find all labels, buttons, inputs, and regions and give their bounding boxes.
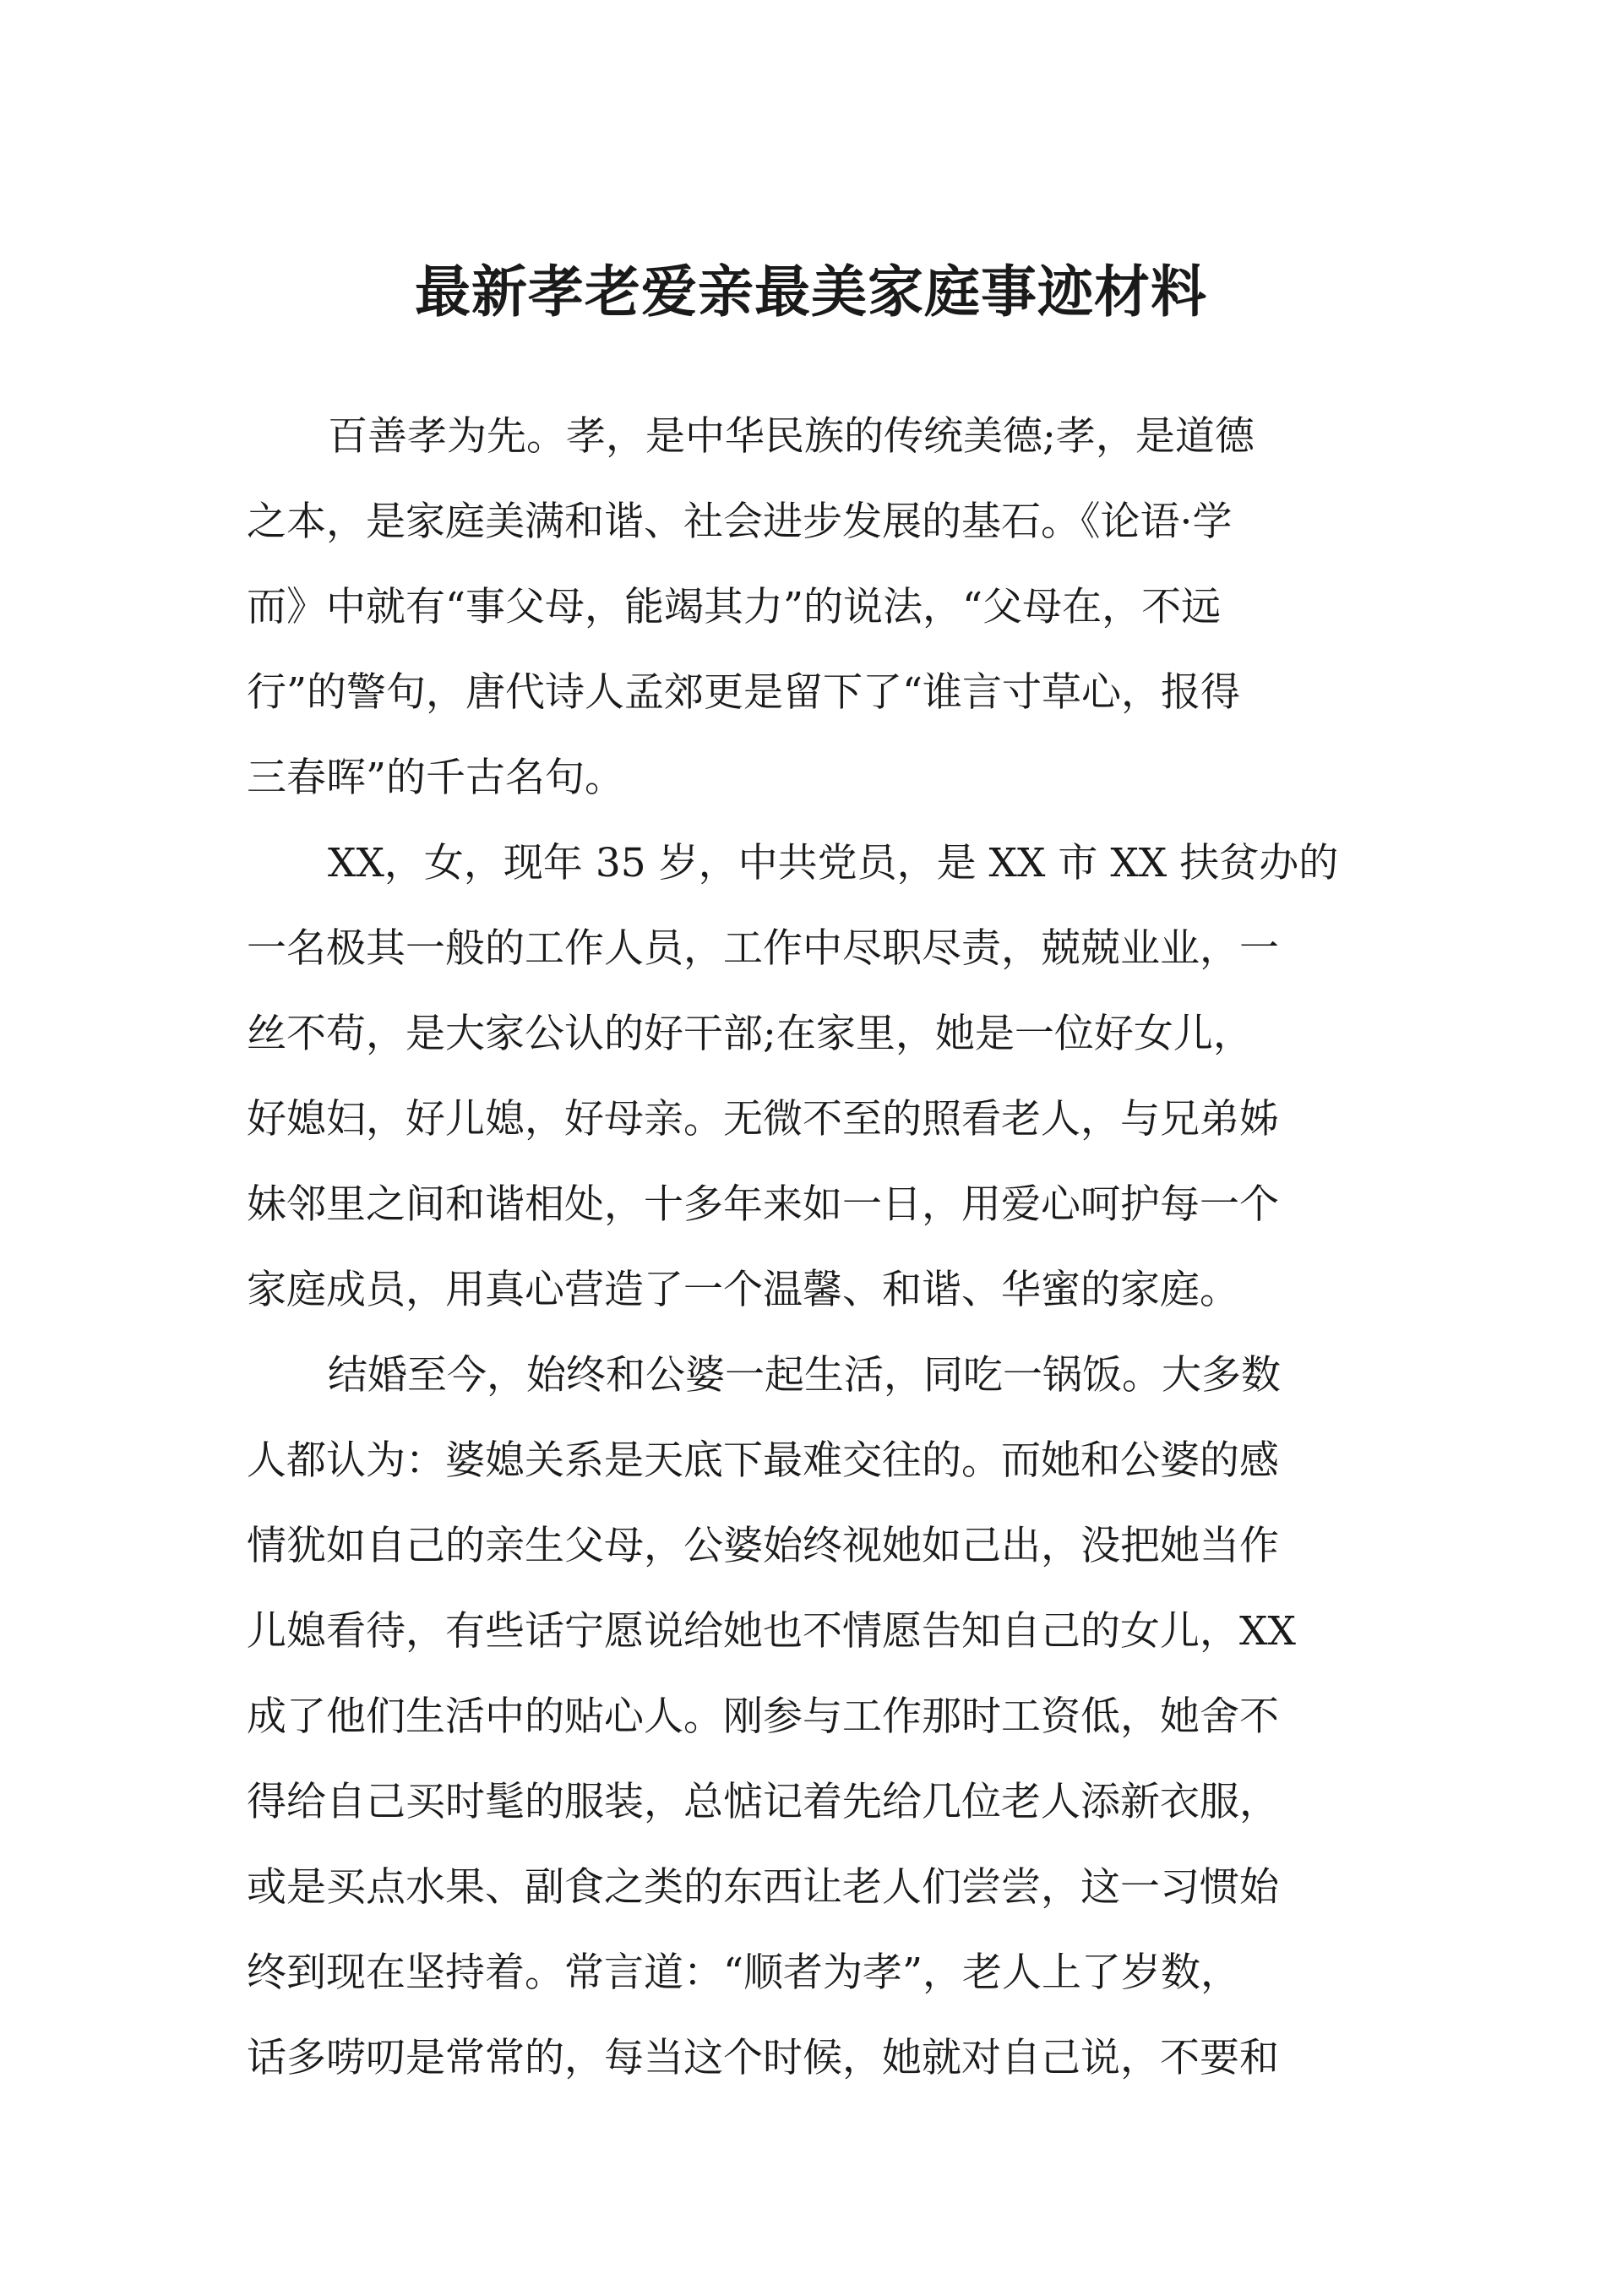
paragraph-line: 得给自己买时髦的服装，总惦记着先给几位老人添新衣服， xyxy=(247,1779,1279,1825)
paragraph-3 xyxy=(247,1333,1379,2101)
paragraph-line: 三春晖”的千古名句。 xyxy=(247,755,625,801)
paragraph-line: 之本，是家庭美满和谐、社会进步发展的基石。《论语·学 xyxy=(247,499,1233,545)
paragraph-line: 终到现在坚持着。常言道：“顺者为孝”，老人上了岁数， xyxy=(247,1950,1241,1996)
paragraph-line: 行”的警句，唐代诗人孟郊更是留下了“谁言寸草心，报得 xyxy=(247,669,1241,716)
document-body xyxy=(247,394,1379,2101)
paragraph-line: 家庭成员，用真心营造了一个温馨、和谐、华蜜的家庭。 xyxy=(247,1267,1239,1313)
paragraph-line: 结婚至今，始终和公婆一起生活，同吃一锅饭。大多数 xyxy=(328,1352,1281,1399)
paragraph-line: XX，女，现年 35 岁，中共党员，是 XX 市 XX 扶贫办的 xyxy=(328,840,1339,886)
paragraph-line: 儿媳看待，有些话宁愿说给她也不情愿告知自己的女儿，XX xyxy=(247,1608,1296,1655)
paragraph-line: 丝不苟，是大家公认的好干部;在家里，她是一位好女儿， xyxy=(247,1011,1253,1057)
paragraph-line: 好媳妇，好儿媳，好母亲。无微不至的照看老人，与兄弟姊 xyxy=(247,1096,1279,1143)
paragraph-line: 成了他们生活中的贴心人。刚参与工作那时工资低，她舍不 xyxy=(247,1693,1279,1740)
paragraph-1 xyxy=(247,394,1379,821)
document-title: 最新孝老爱亲最美家庭事迹材料 xyxy=(415,259,1207,324)
paragraph-line: 妹邻里之间和谐相处，十多年来如一日，用爱心呵护每一个 xyxy=(247,1181,1279,1228)
paragraph-line: 话多唠叨是常常的，每当这个时候，她就对自己说，不要和 xyxy=(247,2035,1279,2081)
paragraph-line: 百善孝为先。孝，是中华民族的传统美德;孝，是道德 xyxy=(328,413,1255,460)
paragraph-line: 一名极其一般的工作人员，工作中尽职尽责，兢兢业业，一 xyxy=(247,925,1279,972)
paragraph-line: 人都认为：婆媳关系是天底下最难交往的。而她和公婆的感 xyxy=(247,1437,1279,1484)
paragraph-line: 情犹如自己的亲生父母，公婆始终视她如己出，没把她当作 xyxy=(247,1523,1279,1569)
paragraph-line: 而》中就有“事父母，能竭其力”的说法，“父母在，不远 xyxy=(247,584,1222,630)
paragraph-2 xyxy=(247,821,1379,1333)
paragraph-line: 或是买点水果、副食之类的东西让老人们尝尝，这一习惯始 xyxy=(247,1864,1279,1911)
